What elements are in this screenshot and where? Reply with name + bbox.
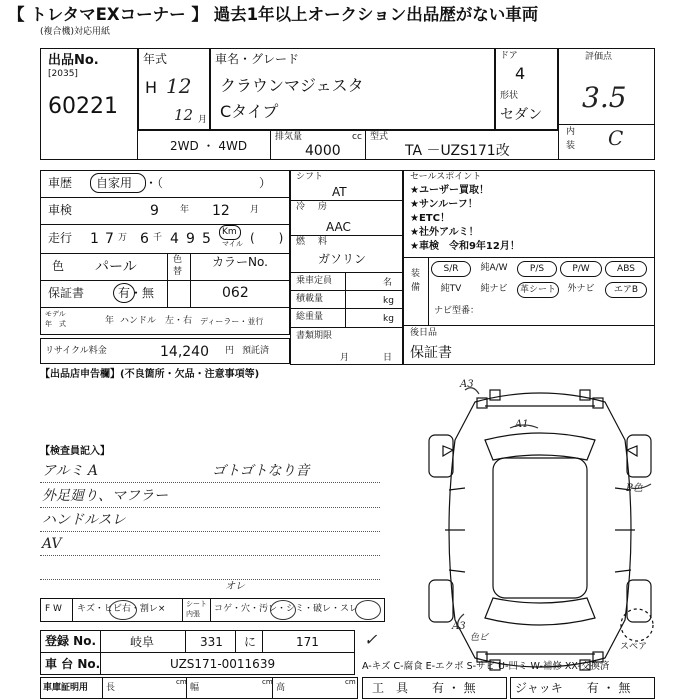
later-label: 後日品 xyxy=(410,328,438,338)
model-year-label-2: 年 式 xyxy=(45,320,66,328)
recycle-label: リサイクル料金 xyxy=(45,346,107,356)
mileage-unit-km: Km xyxy=(222,227,237,237)
mileage-digit-4: 4 xyxy=(170,231,179,247)
check-mark: ✓ xyxy=(364,630,378,649)
inspector-note: ゴトゴトなり音 xyxy=(212,463,310,479)
year-era: H xyxy=(145,78,158,97)
cert-height-unit: cm xyxy=(345,678,356,686)
model-divider xyxy=(365,130,366,160)
history-circle xyxy=(90,173,146,193)
color-no: 062 xyxy=(222,285,249,301)
registration-period-day: 日 xyxy=(383,353,393,363)
capacity-label: 乗車定員 xyxy=(296,276,333,286)
mileage-digit-5: 9 xyxy=(186,231,195,247)
car-diagram xyxy=(405,380,675,680)
tools-label: 工 具 有 ・ 無 xyxy=(372,681,476,695)
interior-label-1: 内 xyxy=(566,127,576,137)
history-label: 車歴 xyxy=(48,176,73,190)
cert-length: 長 xyxy=(106,683,116,693)
year-month-unit: 月 xyxy=(198,115,208,125)
equipment-label-1: 装 xyxy=(411,269,421,279)
fuel-label-1: 燃 xyxy=(296,237,306,247)
score-value: 3.5 xyxy=(582,81,627,114)
diagram-annotation-1: A3 xyxy=(460,379,474,390)
equipment-label-2: 備 xyxy=(411,283,421,293)
ac-label-1: 冷 xyxy=(296,202,306,212)
year-label: 年式 xyxy=(143,52,168,66)
interior-value: C xyxy=(608,126,624,150)
shift-label: シフト xyxy=(296,172,324,182)
history-value: 自家用 xyxy=(96,176,133,190)
equipment-aw: 純A/W xyxy=(480,263,508,273)
recycle-note: 預託済 xyxy=(242,346,270,356)
displacement-label: 排気量 xyxy=(275,132,303,142)
reg-kana: に xyxy=(244,635,257,649)
mileage-digit-1: 1 xyxy=(90,231,99,247)
color-change-2: 替 xyxy=(173,267,183,277)
header-subline: (複合機)対応用紙 xyxy=(40,27,111,37)
ac-value: AAC xyxy=(326,220,351,234)
color-label: 色 xyxy=(52,259,65,273)
mileage-unit-sen: 千 xyxy=(153,233,163,243)
top-bottom-divider xyxy=(138,130,558,131)
cert-label: 車庫証明用 xyxy=(43,683,89,693)
mileage-unit-man: 万 xyxy=(118,233,128,243)
body-type-value: セダン xyxy=(500,107,543,123)
inspection-year-unit: 年 xyxy=(180,205,190,215)
equipment-ext-navi: 外ナビ xyxy=(567,284,595,294)
model-year-dealer: ディーラー・並行 xyxy=(200,317,264,326)
cert-width: 幅 xyxy=(190,683,200,693)
mileage-label: 走行 xyxy=(48,231,73,245)
doors-value: 4 xyxy=(515,64,526,83)
condition-items2: コゲ・穴・汚レ・シミ・破レ・スレ xyxy=(214,604,359,614)
inspector-line-3: ハンドルスレ xyxy=(42,512,126,528)
reg-class: 331 xyxy=(200,635,223,649)
condition-circle-3 xyxy=(355,600,381,620)
equipment-sr: S/R xyxy=(431,261,471,277)
condition-circle-1 xyxy=(109,600,137,620)
inspector-label: 【検査員記入】 xyxy=(40,446,110,457)
year-month: 12 xyxy=(174,106,194,124)
lot-number: 60221 xyxy=(48,94,118,119)
recycle-value: 14,240 xyxy=(160,344,209,360)
cert-length-unit: cm xyxy=(176,678,187,686)
condition-circle-2 xyxy=(270,600,296,620)
warranty-options: 有・無 xyxy=(118,286,155,300)
warranty-label: 保証書 xyxy=(48,286,85,300)
condition-mark: オレ xyxy=(225,581,245,592)
equipment-abs: ABS xyxy=(605,261,647,277)
condition-seat-1: シート xyxy=(186,600,207,608)
warranty-circle xyxy=(113,283,135,303)
condition-seat-2: 内張 xyxy=(186,610,200,618)
header-title: 【 トレタマEXコーナー 】 過去1年以上オークション出品歴がない車両 xyxy=(8,5,539,24)
doors-label: ドア xyxy=(500,51,518,61)
diagram-annotation-2: A1 xyxy=(515,419,529,430)
diagram-annotation-4: A3 xyxy=(452,621,466,632)
exhibitor-note-label: 【出品店申告欄】(不良箇所・欠品・注意事項等) xyxy=(40,369,260,380)
color-no-label: カラーNo. xyxy=(212,255,268,269)
fuel-value: ガソリン xyxy=(318,252,367,266)
body-type-label: 形状 xyxy=(500,91,519,101)
chassis-value: UZS171-0011639 xyxy=(170,657,276,671)
mileage-paren: ( ) xyxy=(250,231,284,245)
drive-label: 2WD ・ 4WD xyxy=(170,139,248,153)
weight-label: 総重量 xyxy=(296,312,324,322)
registration-period-month: 月 xyxy=(340,353,350,363)
recycle-unit: 円 xyxy=(225,346,235,356)
reg-label: 登録 No. xyxy=(45,634,97,648)
inspection-label: 車検 xyxy=(48,203,73,217)
mileage-digit-3: 6 xyxy=(140,231,149,247)
weight-unit: kg xyxy=(383,314,394,324)
load-label: 積載量 xyxy=(296,294,324,304)
reg-number: 171 xyxy=(296,635,319,649)
sales-point-5: ★車検 令和9年12月！ xyxy=(410,241,520,252)
reg-place: 岐阜 xyxy=(130,635,155,649)
lot-code: [2035] xyxy=(48,69,78,79)
inspection-month-unit: 月 xyxy=(250,205,260,215)
chassis-label: 車 台 No. xyxy=(45,657,101,671)
model-year-unit: 年 xyxy=(105,316,115,326)
model-year-label-1: モデル xyxy=(45,310,66,318)
sales-point-1: ★ユーザー買取！ xyxy=(410,185,489,196)
equipment-airbag: エアB xyxy=(605,282,647,298)
mileage-digit-2: 7 xyxy=(105,231,114,247)
equipment-pw: P/W xyxy=(560,261,602,277)
mileage-km-circle xyxy=(219,225,241,240)
inspector-line-4: AV xyxy=(42,536,62,552)
model-label: 型式 xyxy=(370,132,389,142)
registration-period-label: 書類期限 xyxy=(296,331,333,341)
diagram-spare-label: スペア xyxy=(620,642,648,652)
score-label: 評価点 xyxy=(585,52,613,62)
mileage-digit-6: 5 xyxy=(202,231,211,247)
color-value: パール xyxy=(95,259,137,275)
year-value: 12 xyxy=(166,74,192,98)
ac-label-2: 房 xyxy=(318,202,328,212)
equipment-navi: 純ナビ xyxy=(480,284,508,294)
condition-items1: キズ・ヒビ右・割レ× xyxy=(77,604,166,614)
inspection-year: 9 xyxy=(150,203,159,219)
equipment-leather: 革シート xyxy=(517,282,559,298)
displacement-value: 4000 xyxy=(305,143,341,159)
later-value: 保証書 xyxy=(410,345,452,361)
lot-label: 出品No. xyxy=(48,53,99,68)
capacity-unit: 名 xyxy=(383,278,393,288)
sales-point-4: ★社外アルミ！ xyxy=(410,227,479,238)
car-grade: Cタイプ xyxy=(220,102,279,121)
diagram-annotation-5: 色ビ xyxy=(470,633,489,643)
jack-label: ジャッキ 有 ・ 無 xyxy=(515,681,631,695)
history-rest: ・（ ） xyxy=(145,176,272,190)
equipment-nav-label: ナビ型番： xyxy=(434,306,480,316)
car-name: クラウンマジェスタ xyxy=(220,76,364,95)
sales-points-label: セールスポイント xyxy=(410,172,482,182)
diagram-annotation-3: P色 xyxy=(626,483,643,494)
displacement-unit: cc xyxy=(352,132,362,142)
drive-divider xyxy=(270,130,271,160)
color-change-1: 色 xyxy=(173,255,183,265)
cert-height: 高 xyxy=(276,683,286,693)
interior-divider xyxy=(558,124,655,125)
fuel-label-2: 料 xyxy=(318,237,328,247)
car-label: 車名・グレード xyxy=(215,52,300,66)
mileage-unit-mile: マイル xyxy=(222,240,243,248)
condition-fw: F W xyxy=(45,604,62,614)
equipment-tv: 純TV xyxy=(440,284,462,294)
damage-legend: A-キズ C-腐食 E-エクボ S-サビ U-凹ミ W-補修 XX-交換済 xyxy=(362,661,610,672)
inspection-month: 12 xyxy=(212,203,230,219)
cert-width-unit: cm xyxy=(262,678,273,686)
sales-point-2: ★サンルーフ！ xyxy=(410,199,478,210)
equipment-ps: P/S xyxy=(517,261,557,277)
interior-label-2: 装 xyxy=(566,141,576,151)
model-value: TA －UZS171改 xyxy=(405,143,510,159)
inspector-line-1: アルミ A xyxy=(42,463,99,479)
shift-value: AT xyxy=(332,185,347,199)
load-unit: kg xyxy=(383,296,394,306)
inspector-line-2: 外足廻り、マフラー xyxy=(42,488,168,504)
sales-point-3: ★ETC！ xyxy=(410,213,450,224)
model-year-handle: ハンドル 左・右 xyxy=(120,316,193,326)
